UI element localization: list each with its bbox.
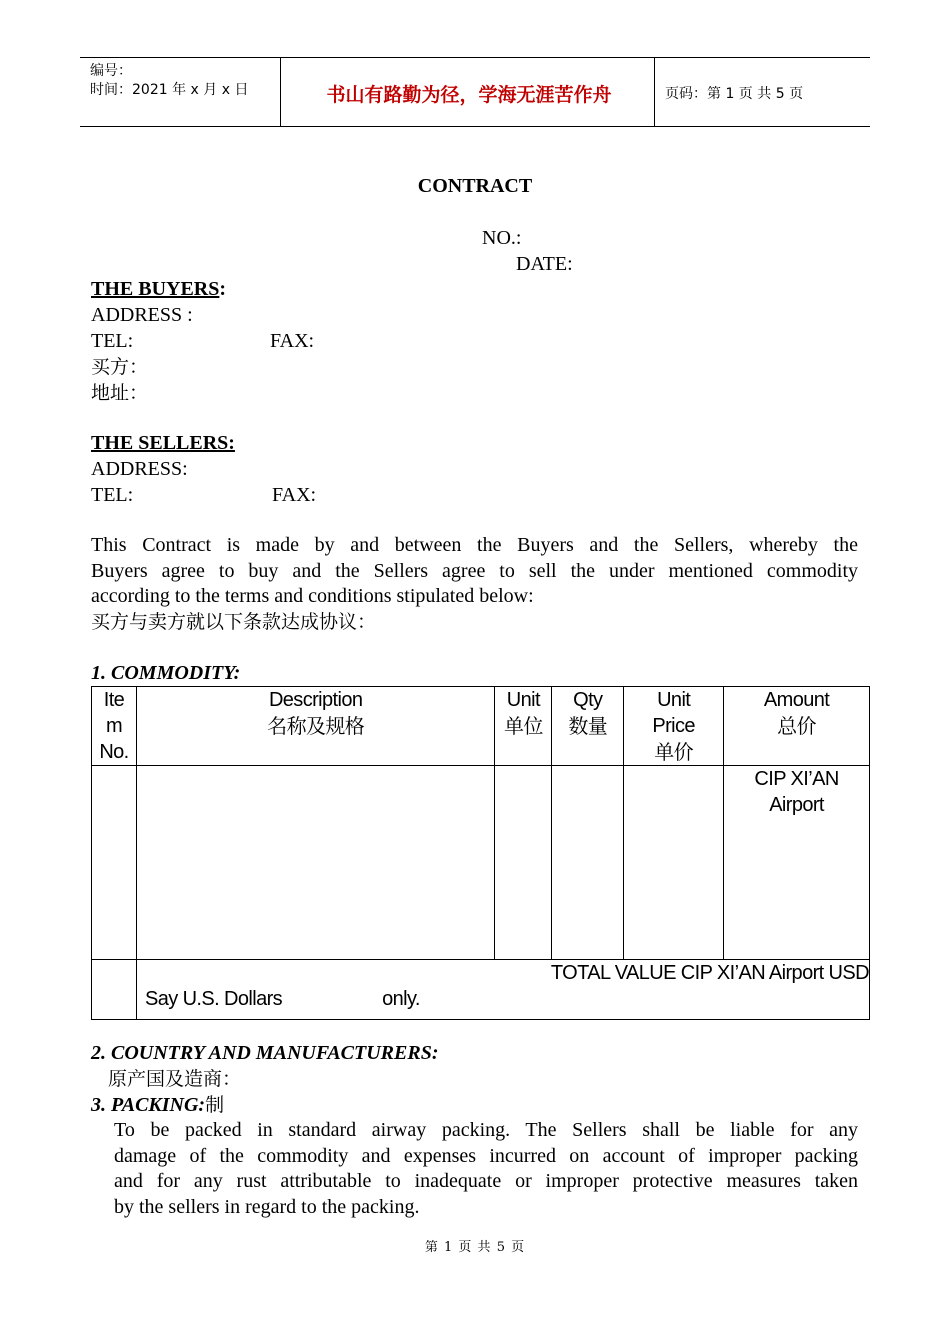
header-info bbox=[90, 62, 248, 100]
cell-total bbox=[136, 960, 869, 1020]
col-item-text: m bbox=[105, 715, 122, 737]
packing-line: damage of the commodity and expenses incurred on account of improper packing bbox=[114, 1144, 858, 1167]
sellers-tel: TEL: bbox=[91, 484, 134, 506]
col-description bbox=[136, 687, 494, 766]
amount-terms: Airport bbox=[769, 794, 824, 816]
col-item-text: Ite bbox=[103, 689, 125, 711]
header-motto: 书山有路勤为径，学海无涯苦作舟 bbox=[326, 84, 612, 106]
col-unit-en: Unit bbox=[506, 689, 540, 711]
intro-line: Buyers agree to buy and the Sellers agree to sell the under mentioned commodity bbox=[91, 559, 858, 582]
packing-line: by the sellers in regard to the packing. bbox=[114, 1196, 420, 1219]
buyers-tel: TEL: bbox=[91, 330, 134, 352]
cell-total-blank bbox=[92, 960, 137, 1020]
intro-paragraph bbox=[91, 533, 858, 636]
buyers-cn-label: 买方： bbox=[91, 356, 149, 378]
col-unit-price bbox=[624, 687, 724, 766]
col-unit bbox=[495, 687, 552, 766]
cell-amount bbox=[724, 766, 870, 960]
buyers-heading-colon: : bbox=[219, 278, 227, 300]
intro-line: according to the terms and conditions stipulated below: bbox=[91, 585, 534, 608]
packing-paragraph bbox=[114, 1118, 858, 1221]
col-qty-en: Qty bbox=[573, 689, 603, 711]
cell-item-no bbox=[92, 766, 137, 960]
sellers-fax: FAX: bbox=[272, 484, 317, 506]
say-dollars-label: Say U.S. Dollars bbox=[144, 988, 283, 1010]
col-unit-price-en: Price bbox=[652, 715, 695, 737]
buyers-cn-address: 地址： bbox=[91, 382, 149, 404]
buyers-address: ADDRESS : bbox=[91, 304, 193, 326]
header-divider bbox=[654, 58, 655, 126]
col-description-en: Description bbox=[268, 689, 363, 711]
commodity-table bbox=[91, 686, 870, 1020]
header-page-label: 页码：第 1 页 共 5 页 bbox=[665, 86, 804, 102]
col-item-no bbox=[92, 687, 137, 766]
time-label: 时间：2021 年 x 月 x 日 bbox=[90, 82, 249, 98]
contract-no-label: NO.: bbox=[482, 227, 522, 249]
col-item-text: No. bbox=[99, 741, 129, 763]
packing-line: To be packed in standard airway packing. The Sellers shall be liable for any bbox=[114, 1119, 858, 1141]
say-dollars-line bbox=[137, 986, 869, 1012]
section-3-heading-cn: 制 bbox=[205, 1094, 225, 1116]
sellers-heading: THE SELLERS: bbox=[91, 432, 235, 454]
serial-label: 编号： bbox=[90, 63, 132, 79]
buyers-heading-line bbox=[91, 276, 226, 302]
col-unit-price-cn: 单价 bbox=[654, 740, 694, 764]
cell-unit-price bbox=[624, 766, 724, 960]
col-description-cn: 名称及规格 bbox=[267, 714, 365, 738]
table-header-row bbox=[92, 687, 870, 766]
buyers-heading: THE BUYERS bbox=[91, 278, 220, 300]
section-2-heading: 2. COUNTRY AND MANUFACTURERS: bbox=[91, 1042, 439, 1064]
contract-title: CONTRACT bbox=[417, 175, 533, 197]
section-1-heading: 1. COMMODITY: bbox=[91, 662, 241, 684]
table-total-row bbox=[92, 960, 870, 1020]
col-amount bbox=[724, 687, 870, 766]
col-amount-cn: 总价 bbox=[777, 714, 816, 738]
section-3-heading-line bbox=[91, 1092, 224, 1118]
cell-qty bbox=[552, 766, 624, 960]
total-value-label: TOTAL VALUE CIP XI’AN Airport USD bbox=[550, 962, 869, 984]
sellers-address: ADDRESS: bbox=[91, 458, 188, 480]
buyers-fax: FAX: bbox=[270, 330, 315, 352]
amount-terms: CIP XI’AN bbox=[754, 768, 839, 790]
col-qty bbox=[552, 687, 624, 766]
col-unit-price-en: Unit bbox=[657, 689, 691, 711]
col-qty-cn: 数量 bbox=[568, 714, 608, 738]
cell-description bbox=[136, 766, 494, 960]
contract-date-label: DATE: bbox=[516, 253, 573, 275]
intro-cn: 买方与卖方就以下条款达成协议： bbox=[91, 611, 377, 634]
page-footer: 第 1 页 共 5 页 bbox=[424, 1240, 526, 1255]
col-amount-en: Amount bbox=[763, 689, 830, 711]
section-2-cn: 原产国及造商： bbox=[108, 1068, 242, 1090]
only-label: only. bbox=[382, 988, 420, 1010]
col-unit-cn: 单位 bbox=[503, 714, 543, 738]
packing-line: and for any rust attributable to inadequate or improper protective measures taken bbox=[114, 1170, 858, 1193]
table-row bbox=[92, 766, 870, 960]
header-divider bbox=[280, 58, 281, 126]
intro-line: This Contract is made by and between the Buyers and the Sellers, whereby the bbox=[91, 534, 858, 556]
page-header bbox=[80, 57, 870, 127]
cell-unit bbox=[495, 766, 552, 960]
section-3-heading: 3. PACKING: bbox=[91, 1094, 206, 1116]
